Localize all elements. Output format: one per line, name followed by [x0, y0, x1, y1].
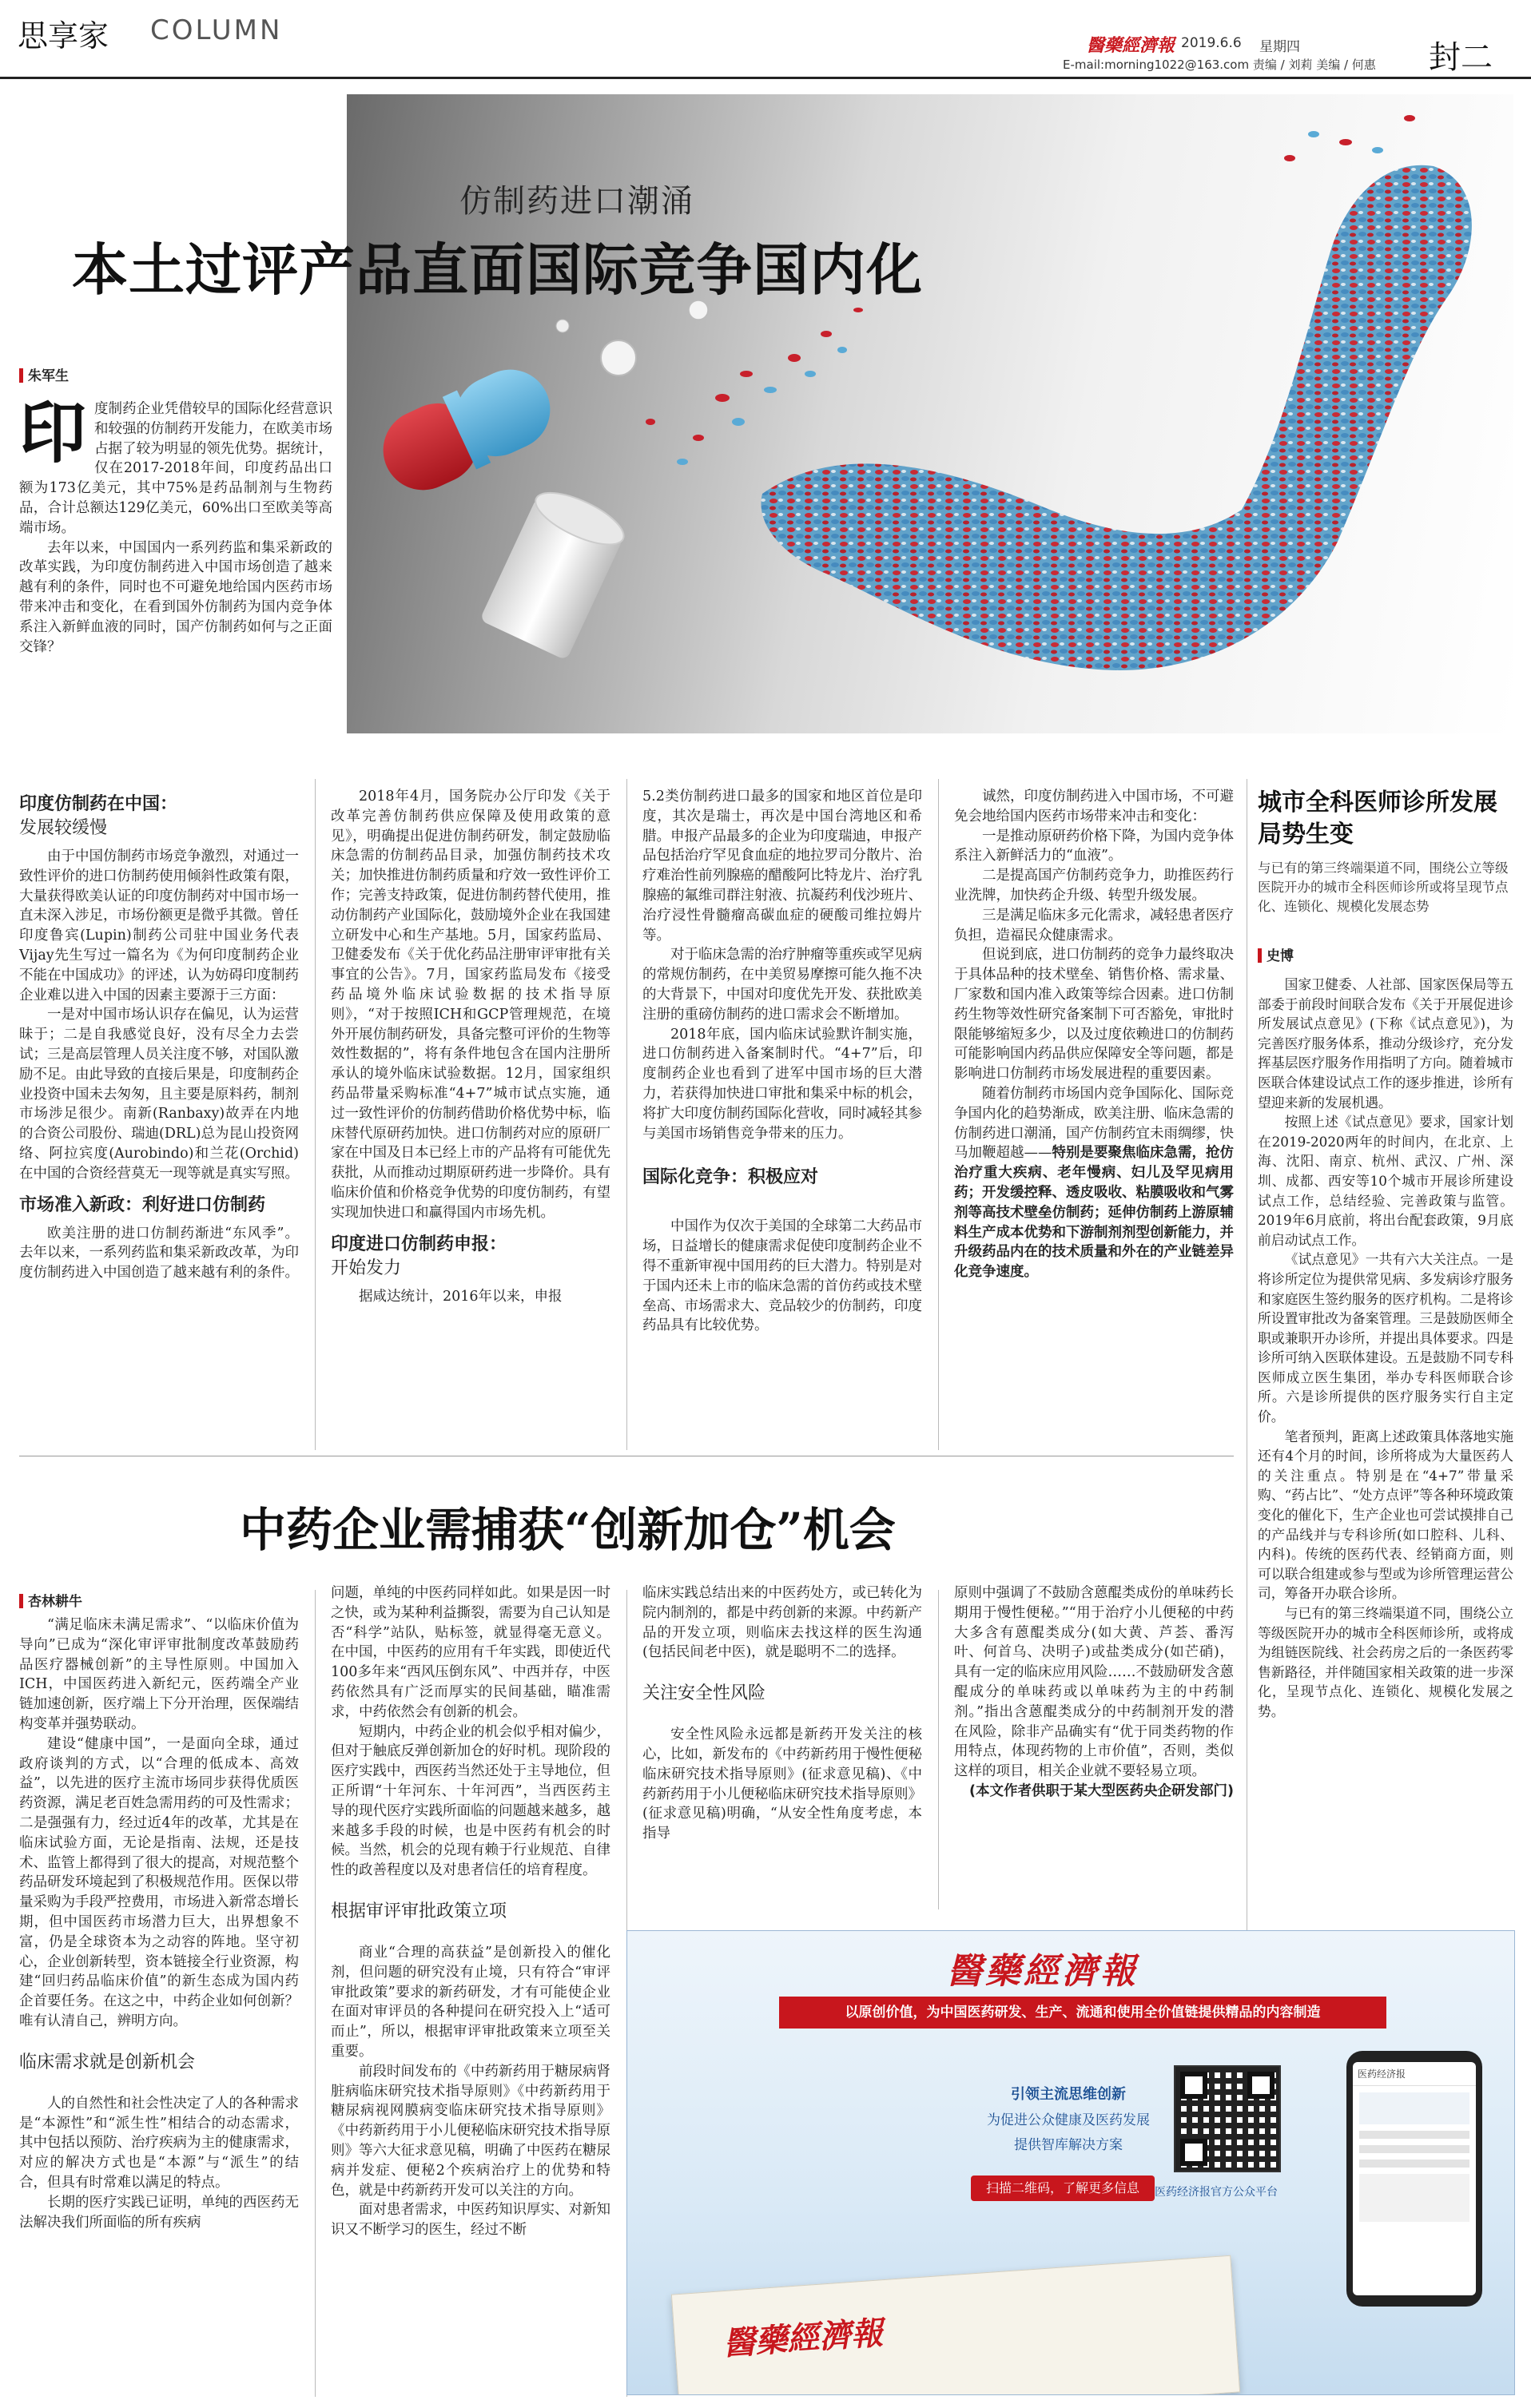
author-name: 杏林耕牛 — [28, 1594, 82, 1610]
editor-line: E-mail:morning1022@163.com 责编 / 刘莉 美编 / 何惠 — [1063, 58, 1376, 72]
paragraph: 据咸达统计，2016年以来，申报 — [359, 1288, 563, 1305]
author-marker — [19, 368, 23, 383]
paragraph: 长期的医疗实践已证明，单纯的西医药无法解决我们所面临的所有疾病 — [19, 2194, 299, 2231]
paragraph: 前段时间发布的《中药新药用于糖尿病肾脏病临床研究技术指导原则》《中药新药用于糖尿病视网膜病变临床研究技术指导原则》《中药新药用于小儿便秘临床研究技术指导原则》等六大征求意见稿，明确了中医药在糖尿病并发症、便秘2个疾病治疗上的优势和特色，就是中药新药开发可以关注的方向。 — [331, 2063, 610, 2199]
section-heading: 国际化竞争：积极应对 — [642, 1167, 819, 1188]
paragraph: 欧美注册的进口仿制药渐进“东风季”。去年以来，一系列药监和集采新政改革，为印度仿制药进入中国创造了越来越有利的条件。 — [19, 1225, 299, 1281]
paragraph: 二是提高国产仿制药竞争力，助推医药行业洗牌，加快药企升级、转型升级发展。 — [954, 868, 1234, 904]
article1-author — [19, 364, 69, 384]
masthead-rule — [0, 77, 1531, 79]
qr-caption: 医药经济报官方公众平台 — [1155, 2186, 1278, 2199]
advertisement — [626, 1930, 1515, 2395]
ad-slogan-bar — [779, 1997, 1386, 2029]
article3-column-3 — [642, 1583, 922, 1844]
section-heading: 关注安全性风险 — [642, 1683, 766, 1704]
paragraph: 国家卫健委、人社部、国家医保局等五部委于前段时间联合发布《关于开展促进诊所发展试点意见》(下称《试点意见》)，为完善医疗服务体系，推动分级诊疗，充分发挥基层医疗服务作用指明了方向。随着城市医联合体建设试点工作的逐步推进，诊所有望迎来新的发展机遇。 — [1258, 976, 1513, 1111]
paragraph: 《试点意见》一共有六大关注点。一是将诊所定位为提供常见病、多发病诊疗服务和家庭医生签约服务的医疗机构。二是将诊所设置审批改为备案管理。三是鼓励医师全职或兼职开办诊所，并提出具体要求。四是诊所可纳入医联体建设。五是鼓励不同专科医师成立医生集团，举办专科医师联合诊所。六是诊所提供的医疗服务实行自主定价。 — [1258, 1251, 1513, 1425]
ad-newspaper-stack — [671, 2255, 1240, 2395]
article2-body — [1258, 975, 1513, 1722]
ad-slogan: 以原创价值，为中国医药研发、生产、流通和使用全价值链提供精品的内容制造 — [845, 2005, 1321, 2021]
section-heading: 根据审评审批政策立项 — [331, 1901, 507, 1921]
paragraph: 诚然，印度仿制药进入中国市场，不可避免会地给国内医药市场带来冲击和变化： — [954, 789, 1234, 825]
issue-weekday: 星期四 — [1259, 39, 1300, 55]
paragraph: 商业“合理的高获益”是创新投入的催化剂，但问题的研究没有止境，只有符合“审评审批政策”要求的新药研发，才有可能使企业在面对审评员的各种提问在研究投入上“适可而止”，所以，根据审评审批政策来立项至关重要。 — [331, 1944, 610, 2060]
paragraph: 原则中强调了不鼓励含蒽醌类成份的单味药长期用于慢性便秘。”“用于治疗小儿便秘的中药大多含有蒽醌类成分(如大黄、芦荟、番泻叶、何首乌、决明子)或盐类成分(如芒硝)，具有一定的临床应用风险……不鼓励研发含蒽醌成分的单味药或以单味药为主的中药制剂。”指出含蒽醌类成分的中药制剂开发的潜在风险，除非产品确实有“优于同类药物的作用特点，体现药物的上市价值”，否则，类似这样的项目，相关企业就不要轻易立项。 — [954, 1585, 1234, 1780]
article1-column-3 — [642, 787, 922, 1336]
paragraph: 由于中国仿制药市场竞争激烈，对通过一致性评价的进口仿制药使用倾斜性政策有限，大量获得欧美认证的印度仿制药对中国市场一直未深入涉足，市场份额更是微乎其微。曾任印度鲁宾(Lupin)制药公司驻中国业务代表Vijay先生写过一篇名为《为何印度制药企业不能在中国成功》的评述，认为妨碍印度制药企业难以进入中国的因素主要源于三方面： — [19, 848, 299, 1003]
paragraph: “满足临床未满足需求”、“以临床价值为导向”已成为“深化审评审批制度改革鼓励药品医疗器械创新”的主导性原则。中国加入ICH，中国医药进入新纪元，医药端全产业链加速创新，医疗端上下分开治理，医保端结构变革并强势联动。 — [19, 1617, 299, 1732]
paragraph: 随着仿制药市场国内竞争国际化、国际竞争国内化的趋势渐成，欧美注册、临床急需的仿制药进口潮涌，国产仿制药宜未雨绸缪，快马加鞭超越——特别是要聚焦临床急需，抢仿治疗重大疾病、老年慢病、妇儿及罕见病用药；开发缓控释、透皮吸收、粘膜吸收和气雾剂等高技术壁垒仿制药；延伸仿制药上游原辅料生产成本优势和下游制剂剂型创新能力，并升级药品内在的技术质量和外在的产业链差异化竞争速度。 — [954, 1085, 1234, 1281]
article3-column-4 — [954, 1583, 1234, 1802]
paragraph: 中国作为仅次于美国的全球第二大药品市场，日益增长的健康需求促使印度制药企业不得不重新审视中国用药的巨大潜力。特别是对于国内还未上市的临床急需的首仿药或技术壁垒高、市场需求大、竞品较少的仿制药，印度药品具有比较优势。 — [642, 1218, 922, 1334]
column-divider — [626, 779, 627, 1450]
paragraph: 面对患者需求，中医药知识厚实、对新知识又不断学习的医生，经过不断 — [331, 2202, 610, 2239]
section-heading: 印度进口仿制药申报： 开始发力 — [331, 1234, 507, 1278]
section-heading: 临床需求就是创新机会 — [19, 2052, 196, 2072]
column-divider — [938, 779, 939, 1450]
article1-column-4 — [954, 787, 1234, 1282]
article1-column-2 — [331, 787, 610, 1306]
paragraph: 短期内，中药企业的机会似乎相对偏少，但对于触底反弹创新加仓的好时机。现阶段的医疗实践中，西医药当然还处于主导地位，但正所谓“十年河东、十年河西”，当西医药主导的现代医疗实践所面临的问题越来越多，越来越多手段的时候，也是中医药有机会的时候。当然，机会的兑现有赖于行业规范、自律性的政善程度以及对患者信任的培育程度。 — [331, 1723, 610, 1879]
paragraph: 笔者预判，距离上述政策具体落地实施还有4个月的时间，诊所将成为大量医药人的关注重点。特别是在“4+7”带量采购、“药占比”、“处方点评”等各种环境政策变化的催化下，生产企业也可尝试摸排自己的产品线并与专科诊所(如口腔科、儿科、内科)。传统的医药代表、经销商方面，则可以联合组建或参与型或为诊所管理运营公司，筹备开办联合诊所。 — [1258, 1428, 1513, 1602]
article3-column-1 — [19, 1615, 299, 2232]
article1-title: 本土过评产品直面国际竞争国内化 — [72, 236, 923, 303]
paragraph: 对于临床急需的治疗肿瘤等重疾或罕见病的常规仿制药，在中美贸易摩擦可能久拖不决的大背景下，中国对印度优先开发、获批欧美注册的重磅仿制药的进口需求会不断增加。 — [642, 947, 922, 1023]
paragraph: 2018年底，国内临床试验默许制实施，进口仿制药进入备案制时代。“4+7”后，印度制药企业也看到了进军中国市场的巨大潜力，若获得加快进口审批和集采中标的机会，将扩大印度仿制药国际化营收，同时减轻其参与美国市场销售竞争带来的压力。 — [642, 1026, 922, 1142]
qr-code[interactable] — [1174, 2065, 1281, 2172]
article1-kicker: 仿制药进口潮涌 — [459, 183, 694, 220]
column-divider — [315, 1590, 316, 2397]
paragraph: 安全性风险永远都是新药开发关注的核心，比如，新发布的《中药新药用于慢性便秘临床研究技术指导原则》(征求意见稿)、《中药新药用于小儿便秘临床研究技术指导原则》(征求意见稿)明确，“从安全性角度考虑，本指导 — [642, 1727, 922, 1842]
ad-line-3: 提供智库解决方案 — [1014, 2137, 1123, 2153]
article1-lead — [19, 393, 332, 657]
paper-logo: 醫藥經濟報 — [1087, 35, 1175, 56]
author-marker — [1258, 948, 1262, 963]
section-heading: 印度仿制药在中国： 发展较缓慢 — [19, 794, 178, 838]
column-title-cn: 思享家 — [18, 18, 109, 54]
phone-mockup — [1346, 2051, 1482, 2307]
article3-title: 中药企业需捕获“创新加仓”机会 — [240, 1503, 896, 1557]
paragraph: 三是满足临床多元化需求，减轻患者医疗负担，造福民众健康需求。 — [954, 907, 1234, 944]
article2-title: 城市全科医师诊所发展局势生变 — [1258, 789, 1497, 848]
column-divider — [938, 1590, 939, 1909]
paragraph: 临床实践总结出来的中医药处方，或已转化为院内制剂的，都是中药创新的来源。中药新产品的开发立项，则临床去找这样的医生沟通(包括民间老中医)，就是聪明不二的选择。 — [642, 1585, 922, 1661]
column-title-en: COLUMN — [150, 14, 283, 46]
author-name: 史博 — [1267, 948, 1294, 964]
ad-logo: 醫藥經濟報 — [947, 1951, 1139, 1992]
issue-date: 2019.6.6 — [1181, 35, 1242, 51]
article2-deck: 与已有的第三终端渠道不同，围绕公立等级医院开办的城市全科医师诊所或将呈现节点化、连锁化、规模化发展态势 — [1258, 860, 1509, 914]
paragraph: 2018年4月，国务院办公厅印发《关于改革完善仿制药供应保障及使用政策的意见》，明确提出促进仿制药研发，制定鼓励临床急需的仿制药品目录，加强仿制药技术攻关；加快推进仿制药质量和疗效一致性评价工作；完善支持政策，促进仿制药替代使用，推动仿制药产业国际化，鼓励境外企业在我国建立研发中心和生产基地。5月，国家药监局、卫健委发布《关于优化药品注册审评审批有关事宜的公告》。7月，国家药监局发布《接受药品境外临床试验数据的技术指导原则》，“对于按照ICH和GCP管理规范，在境外开展仿制药研发，具备完整可评价的生物等效性数据的”，将有条件地包含在国内注册所承认的境外临床试验数据。12月，国家组织药品带量采购标准“4+7”城市试点实施，通过一致性评价的仿制药借助价格优势中标，临床替代原研药加快。进口仿制药对应的原研厂家在中国及日本已经上市的产品将有可能优先获批，从而推动过期原研药进一步降价。具有临床价值和价格竞争优势的印度仿制药，有望实现加快进口和赢得国内市场先机。 — [331, 789, 610, 1221]
lead-paragraph-2: 去年以来，中国国内一系列药监和集采新政的改革实践，为印度仿制药进入中国市场创造了越来越有利的条件，同时也不可避免地给国内医药市场带来冲击和变化，在看到国外仿制药为国内竞争体系注入新鲜血液的同时，国产仿制药如何与之正面交锋？ — [19, 539, 332, 655]
drop-cap: 印 — [19, 393, 87, 472]
paragraph: 但说到底，进口仿制药的竞争力最终取决于具体品种的技术壁垒、销售价格、需求量、厂家数和国内准入政策等综合因素。进口仿制药生物等效性研究备案制下可否豁免，审批时限能够缩短多少，以及过度依赖进口的仿制药可能影响国内药品供应保障安全等问题，都是影响进口仿制药市场发展进程的重要因素。 — [954, 947, 1234, 1083]
author-name: 朱军生 — [28, 368, 69, 384]
paragraph: 建设“健康中国”，一是面向全球，通过政府谈判的方式，以“合理的低成本、高效益”，以先进的医疗主流市场同步获得优质医药资源，满足老百姓急需用药的可及性需求；二是强强有力，经过近4年的改革，尤其是在临床试验方面，无论是指南、法规，还是技术、监管上都得到了很大的提高，对规范整个药品研发环境起到了积极规范作用。医保以带量采购为手段严控费用，市场进入新常态增长期，但中国医药市场潜力巨大，出界想象不富，仍是全球资本为之动容的阵地。坚守初心，企业创新转型，资本链接全行业资源，构建“回归药品临床价值”的新生态成为国内药企首要任务。在这之中，中药企业如何创新？唯有认清自己，辨明方向。 — [19, 1735, 299, 2029]
paragraph: 人的自然性和社会性决定了人的各种需求是“本源性”和“派生性”相结合的动态需求，其中包括以预防、治疗疾病为主的健康需求，对应的解决方式也是“本源”与“派生”的结合，但具有时常难以满足的特点。 — [19, 2095, 299, 2191]
ad-text-block — [987, 2083, 1150, 2153]
paragraph: 问题，单纯的中医药同样如此。如果是因一时之快，或为某种利益撕裂，需要为自己认知是否“科学”站队，贴标签，就显得毫无意义。在中国，中医药的应用有千年实践，即使近代100多年来“西风压倒东风”、中西并存，中医药依然具有广泛而厚实的民间基础，瞄准需求，中药依然会有创新的机会。 — [331, 1585, 610, 1720]
paragraph: 一是对中国市场认识存在偏见，认为运营昧于；二是自我感觉良好，没有尽全力去尝试；三是高层管理人员关注度不够，对国队激励不足。由此导致的直接后果是，印度制药企业投资中国未去匆匆，且主要是原料药，制剂市场涉足很少。南新(Ranbaxy)故弄在内地的合资公司股份、瑞迪(DRL)总为昆山投资网络、阿拉宾度(Aurobindo)和兰花(Orchid)在中国的合资经营莫无一现等就是真实写照。 — [19, 1007, 299, 1182]
ad-cta-button[interactable] — [971, 2176, 1155, 2201]
page-label: 封二 — [1429, 39, 1493, 76]
author-marker — [19, 1594, 23, 1608]
paragraph: 与已有的第三终端渠道不同，围绕公立等级医院开办的城市全科医师诊所，或将成为组链医院线、社会药房之后的一条医药零售新路径，并伴随国家相关政策的进一步深化，呈现节点化、连锁化、规模化发展之势。 — [1258, 1605, 1513, 1719]
article2-author — [1258, 944, 1294, 964]
ad-line-1: 引领主流思维创新 — [1011, 2086, 1126, 2103]
lead-text: 度制药企业凭借较早的国际化经营意识和较强的仿制药开发能力，在欧美市场占据了较为明显的领先优势。据统计，仅在2017-2018年间，印度药品出口额为173亿美元，其中75%是药品制剂与生物药品，合计总额达129亿美元，60%出口至欧美等高端市场。 — [19, 401, 332, 536]
article1-column-1 — [19, 783, 299, 1283]
ad-cta-label: 扫描二维码，了解更多信息 — [985, 2180, 1139, 2195]
paragraph: 5.2类仿制药进口最多的国家和地区首位是印度，其次是瑞士，再次是中国台湾地区和希腊。申报产品最多的企业为印度瑞迪，申报产品包括治疗罕见食血症的地拉罗司分散片、治疗难治性前列腺癌的醋酸阿比特龙片、治疗乳腺癌的氟维司群注射液、抗凝药利伐沙班片、治疗浸性骨髓瘤高碳血症的硬酸司维拉姆片等。 — [642, 789, 922, 944]
ad-line-2: 为促进公众健康及医药发展 — [987, 2112, 1150, 2128]
ad-paper-logo: 醫藥經濟報 — [722, 2314, 885, 2363]
highlight-text: 特别是要聚焦临床急需，抢仿治疗重大疾病、老年慢病、妇儿及罕见病用药；开发缓控释、透皮吸收、粘膜吸收和气雾剂等高技术壁垒仿制药；延伸仿制药上游原辅料生产成本优势和下游制剂剂型创新能力，并升级药品内在的技术质量和外在的产业链差异化竞争速度。 — [954, 1145, 1234, 1281]
masthead — [0, 0, 1531, 80]
paragraph: 一是推动原研药价格下降，为国内竞争体系注入新鲜活力的“血液”。 — [954, 828, 1234, 864]
article3-author — [19, 1590, 82, 1610]
section-heading: 市场准入新政：利好进口仿制药 — [19, 1194, 266, 1215]
article3-column-2 — [331, 1583, 610, 2240]
phone-app-title: 医药经济报 — [1353, 2062, 1476, 2086]
author-note: (本文作者供职于某大型医药央企研发部门) — [969, 1782, 1234, 1799]
column-divider — [315, 779, 316, 1450]
paragraph: 按照上述《试点意见》要求，国家计划在2019-2020两年的时间内，在北京、上海、沈阳、南京、杭州、武汉、广州、深圳、成都、西安等10个城市开展诊所建设试点工作，总结经验、完善政策与监管。2019年6月底前，将出台配套政策，9月底前启动试点工作。 — [1258, 1114, 1513, 1248]
